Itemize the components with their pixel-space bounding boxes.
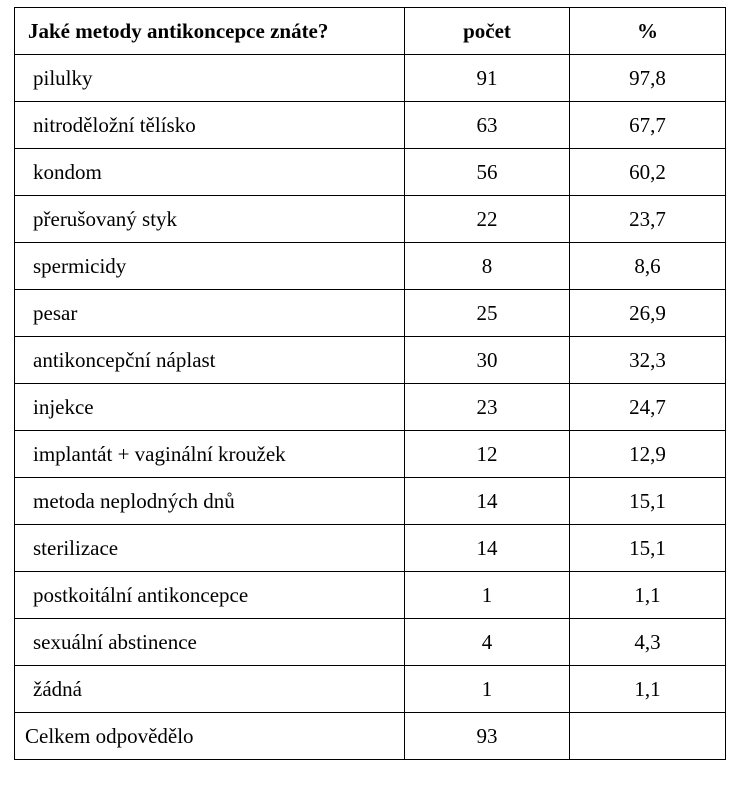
method-count: 4	[405, 619, 570, 666]
table-row	[15, 431, 726, 478]
method-label: injekce	[15, 384, 405, 431]
method-count: 1	[405, 666, 570, 713]
method-percent: 24,7	[570, 384, 726, 431]
table-row	[15, 666, 726, 713]
header-question: Jaké metody antikoncepce znáte?	[15, 8, 405, 55]
method-count: 25	[405, 290, 570, 337]
table-row	[15, 619, 726, 666]
method-count: 1	[405, 572, 570, 619]
contraception-methods-table	[14, 7, 726, 760]
table-row	[15, 525, 726, 572]
table-header-row	[15, 8, 726, 55]
table-row	[15, 55, 726, 102]
method-label: pilulky	[15, 55, 405, 102]
method-label: metoda neplodných dnů	[15, 478, 405, 525]
method-label: pesar	[15, 290, 405, 337]
method-percent: 32,3	[570, 337, 726, 384]
table-row	[15, 102, 726, 149]
method-label: přerušovaný styk	[15, 196, 405, 243]
method-percent: 26,9	[570, 290, 726, 337]
method-count: 14	[405, 525, 570, 572]
table-row	[15, 290, 726, 337]
method-percent: 12,9	[570, 431, 726, 478]
method-count: 30	[405, 337, 570, 384]
method-label: kondom	[15, 149, 405, 196]
header-count: počet	[405, 8, 570, 55]
method-count: 22	[405, 196, 570, 243]
method-label: žádná	[15, 666, 405, 713]
table-row	[15, 572, 726, 619]
table-row	[15, 337, 726, 384]
method-percent: 1,1	[570, 572, 726, 619]
method-percent: 97,8	[570, 55, 726, 102]
method-label: implantát + vaginální kroužek	[15, 431, 405, 478]
method-label: antikoncepční náplast	[15, 337, 405, 384]
total-row	[15, 713, 726, 760]
method-percent: 23,7	[570, 196, 726, 243]
header-percent: %	[570, 8, 726, 55]
table-row	[15, 149, 726, 196]
method-percent: 60,2	[570, 149, 726, 196]
method-percent: 67,7	[570, 102, 726, 149]
method-percent: 4,3	[570, 619, 726, 666]
method-label: sterilizace	[15, 525, 405, 572]
method-label: sexuální abstinence	[15, 619, 405, 666]
method-label: nitroděložní tělísko	[15, 102, 405, 149]
total-percent	[570, 713, 726, 760]
method-label: spermicidy	[15, 243, 405, 290]
table-row	[15, 478, 726, 525]
method-label: postkoitální antikoncepce	[15, 572, 405, 619]
table-row	[15, 196, 726, 243]
method-count: 14	[405, 478, 570, 525]
method-percent: 8,6	[570, 243, 726, 290]
table-row	[15, 243, 726, 290]
table-row	[15, 384, 726, 431]
method-count: 8	[405, 243, 570, 290]
method-percent: 15,1	[570, 478, 726, 525]
method-count: 12	[405, 431, 570, 478]
method-count: 63	[405, 102, 570, 149]
total-label: Celkem odpovědělo	[15, 713, 405, 760]
method-count: 91	[405, 55, 570, 102]
method-percent: 1,1	[570, 666, 726, 713]
method-count: 56	[405, 149, 570, 196]
total-count: 93	[405, 713, 570, 760]
method-count: 23	[405, 384, 570, 431]
method-percent: 15,1	[570, 525, 726, 572]
